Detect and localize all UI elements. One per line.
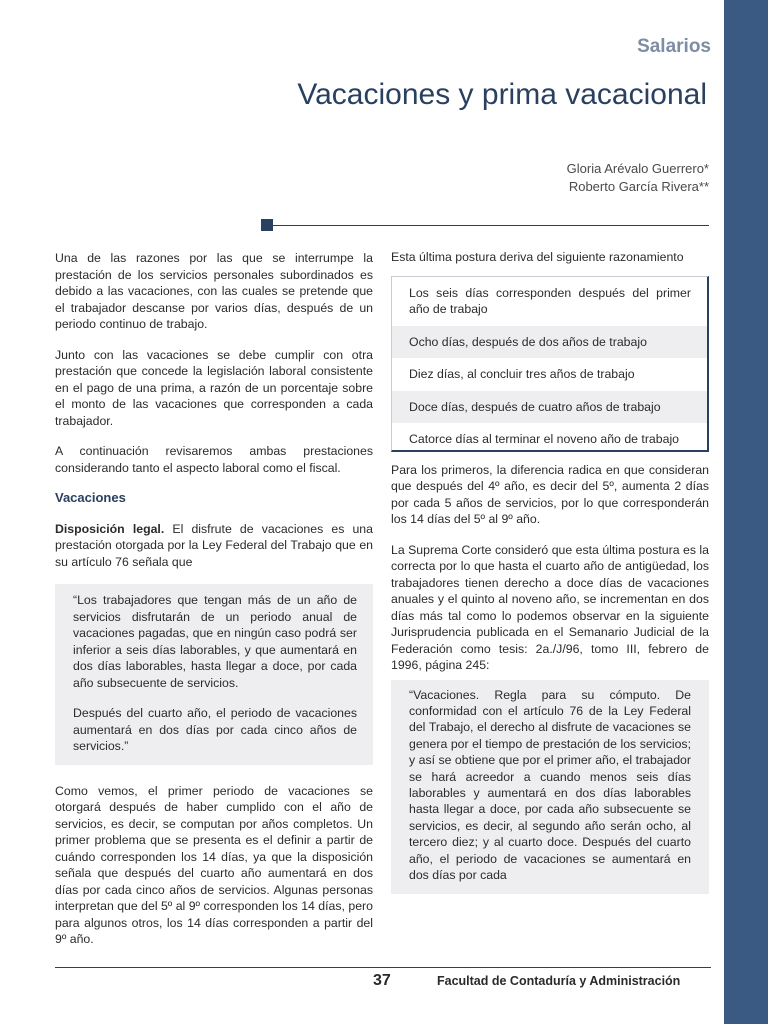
step-row: Ocho días, después de dos años de trabajo [392,326,707,359]
paragraph: Esta última postura deriva del siguiente razonamiento [391,250,684,264]
step-row: Los seis días corresponden después del primer año de trabajo [409,285,691,316]
page-number: 37 [373,972,391,989]
sidebar-band [724,0,768,1024]
author-1: Gloria Arévalo Guerrero* [566,161,709,176]
jurisprudence-quote-box: “Vacaciones. Regla para su cómputo. De conformidad con el artículo 76 de la Ley Federal del Trabajo, el derecho al disfrute de vacaciones se genera por el tiempo de prestación de los servicios; y así se obtiene que por el primer año, el trabajador se hará acreedor a cuando menos seis días laborables y aumentará en dos días laborables hasta llegar a doce, por cada año subsecuente se servicios, es decir, al segundo año serán ocho, al tercero diez; y al cuarto doce. Después del cuarto año, el periodo de vacaciones se aumentará en dos días por cada [391,680,709,895]
authors [567,160,709,196]
right-column [391,249,709,894]
paragraph-text: El disfrute de vacaciones es una prestación otorgada por la Ley Federal del Trabajo que en su artículo 76 señala que [55,521,373,569]
title-rule [273,225,709,226]
author-2: Roberto García Rivera** [568,179,709,194]
section-heading: Vacaciones [55,490,126,505]
quote-paragraph: “Los trabajadores que tengan más de un año de servicios disfrutarán de un periodo anual de vacaciones pagadas, que en ningún caso podrá ser inferior a seis días laborables, y que aumentará en dos días laborables, hasta llegar a doce, por cada año subsecuente de servicios. [73,593,357,690]
paragraph: Como vemos, el primer periodo de vacaciones se otorgará después de haber cumplido con el año de servicios, es decir, se computan por años completos. Un primer problema que se presenta es el definir a partir de cuándo corresponden los 14 días, ya que la disposición señala que después del cuarto año aumentará en dos días por cada cinco años de servicios. Algunas personas interpretan que del 5º al 9º corresponden los 14 días, pero para algunos otros, los 14 días corresponden a partir del 9º año. [55,783,373,946]
left-column [55,250,373,962]
quote-paragraph: Después del cuarto año, el periodo de vacaciones aumentará en dos días por cada cinco años de servicios.” [73,706,357,753]
footer-institution: Facultad de Contaduría y Administración [437,974,681,988]
paragraph [55,521,373,571]
paragraph: Junto con las vacaciones se debe cumplir con otra prestación que concede la legislación laboral consistente en el pago de una prima, a razón de un porcentaje sobre el monto de las vacaciones que corresponden a cada trabajador. [55,347,373,428]
paragraph: Una de las razones por las que se interrumpe la prestación de los servicios personales subordinados es debido a las vacaciones, con las cuales se pretende que el trabajador descanse por varios días, después de un periodo continuo de trabajo. [55,251,373,331]
law-quote-box [55,584,373,765]
paragraph: A continuación revisaremos ambas prestaciones considerando tanto el aspecto laboral como el fiscal. [55,444,373,475]
step-row: Diez días, al concluir tres años de trabajo [409,367,635,381]
bold-lead: Disposición legal. [55,521,165,536]
step-row: Catorce días al terminar el noveno año de trabajo [409,432,680,446]
step-row: Doce días, después de cuatro años de trabajo [392,391,707,424]
vacation-steps-table [391,276,709,452]
paragraph: Para los primeros, la diferencia radica en que consideran que después del 4º año, es decir del 5º, aumenta 2 días por cada 5 años de servicios, por lo que corresponderán los 14 días del 5º al 9º año. [391,462,709,526]
footer-rule [55,967,711,968]
rule-marker [261,219,273,231]
paragraph: La Suprema Corte consideró que esta última postura es la correcta por lo que hasta el cuarto año de antigüedad, los trabajadores tienen derecho a doce días de vacaciones anuales y el quinto al noveno año, se incrementan en dos días más tal como lo podemos observar en la siguiente Jurisprudencia publicada en el Semanario Judicial de la Federación como tesis: 2a./J/96, tomo III, febrero de 1996, página 245: [391,542,709,672]
section-label: Salarios [637,36,711,57]
page-title: Vacaciones y prima vacacional [297,78,707,111]
